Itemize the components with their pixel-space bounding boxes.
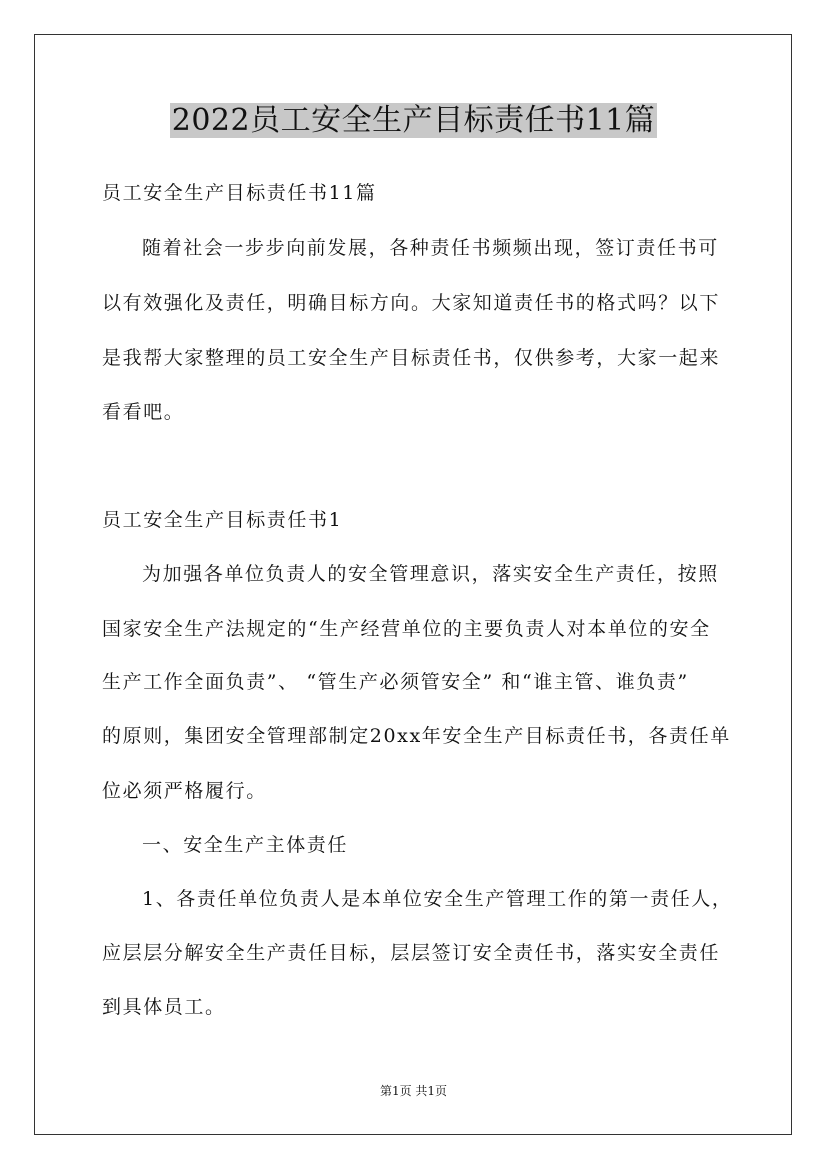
section-line-1: 为加强各单位负责人的安全管理意识，落实安全生产责任，按照 xyxy=(142,563,719,585)
section-line-2: 国家安全生产法规定的“生产经营单位的主要负责人对本单位的安全 xyxy=(102,618,711,640)
section-line-3: 生产工作全面负责”、 “管生产必须管安全” 和“谁主管、谁负责” xyxy=(102,671,689,693)
clause-heading: 一、安全生产主体责任 xyxy=(142,834,349,856)
section-line-4: 的原则，集团安全管理部制定20xx年安全生产目标责任书，各责任单 xyxy=(102,725,731,747)
intro-line-4: 看看吧。 xyxy=(102,401,185,423)
intro-line-1: 随着社会一步步向前发展，各种责任书频频出现，签订责任书可 xyxy=(142,237,719,259)
intro-line-2: 以有效强化及责任，明确目标方向。大家知道责任书的格式吗？以下 xyxy=(102,292,721,314)
clause-line-1: 1、各责任单位负责人是本单位安全生产管理工作的第一责任人， xyxy=(142,888,733,910)
section-heading: 员工安全生产目标责任书1 xyxy=(102,509,343,531)
clause-line-2: 应层层分解安全生产责任目标，层层签订安全责任书，落实安全责任 xyxy=(102,942,721,964)
intro-line-3: 是我帮大家整理的员工安全生产目标责任书，仅供参考，大家一起来 xyxy=(102,347,721,369)
section-line-5: 位必须严格履行。 xyxy=(102,780,267,802)
document-title: 2022员工安全生产目标责任书11篇 xyxy=(171,103,656,138)
page-footer: 第1页 共1页 xyxy=(379,1084,448,1098)
clause-line-3: 到具体员工。 xyxy=(102,996,226,1018)
document-subtitle: 员工安全生产目标责任书11篇 xyxy=(102,182,377,204)
